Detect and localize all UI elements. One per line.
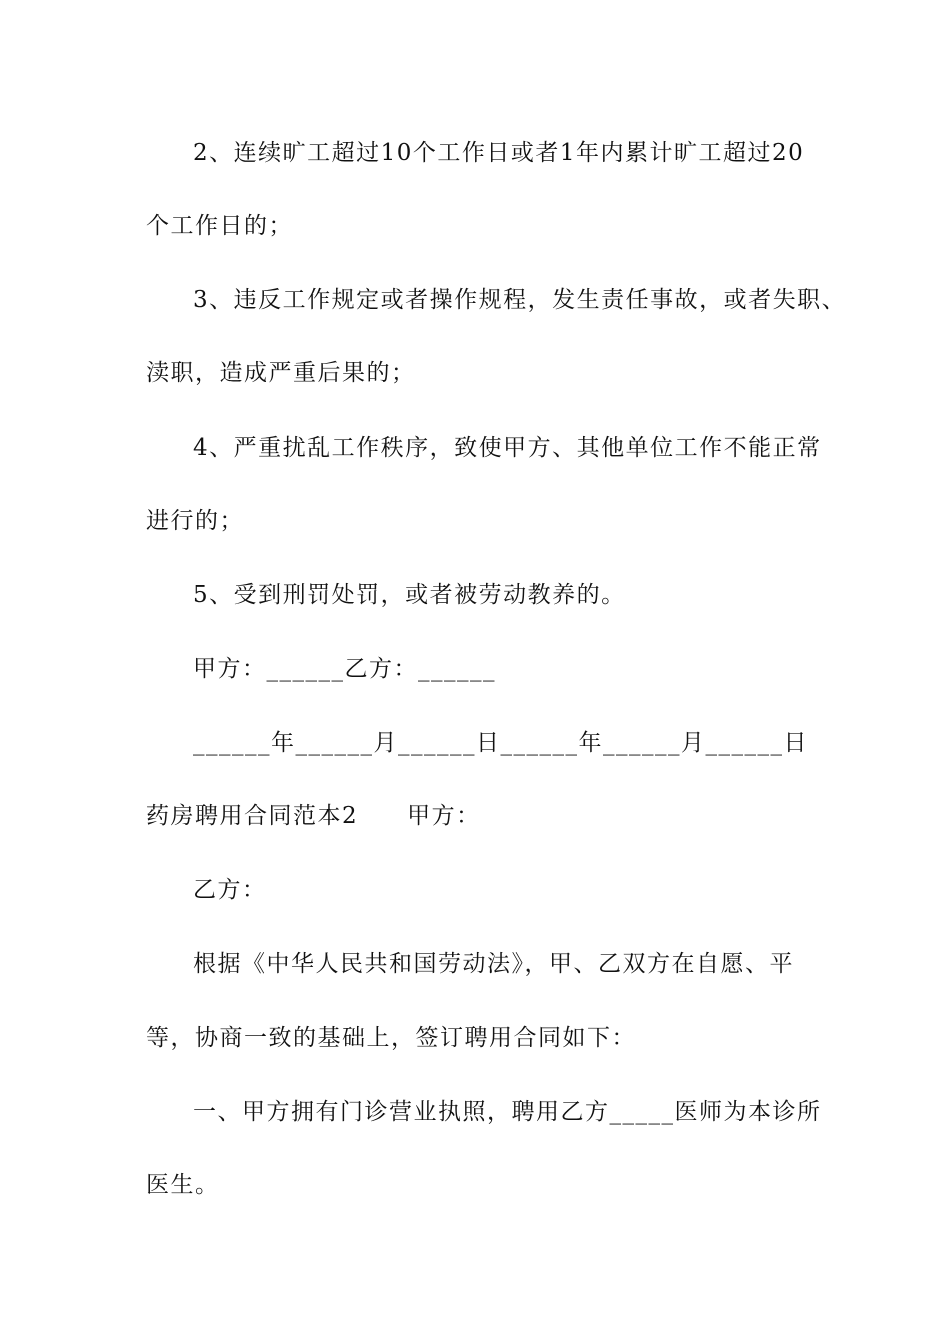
article-1-line-1: 一、甲方拥有门诊营业执照，聘用乙方_____医师为本诊所 (193, 1099, 822, 1125)
article-1-line-2: 医生。 (146, 1172, 220, 1198)
party-b-line: 乙方： (193, 877, 267, 903)
clause-3-line-2: 渎职，造成严重后果的； (146, 360, 416, 386)
clause-4-line-2: 进行的； (146, 508, 244, 534)
contract-title-line: 药房聘用合同范本2 甲方： (146, 803, 481, 829)
clause-4-line-1: 4、严重扰乱工作秩序，致使甲方、其他单位工作不能正常 (193, 435, 822, 461)
clause-5-line: 5、受到刑罚处罚，或者被劳动教养的。 (193, 582, 626, 608)
clause-2-line-2: 个工作日的； (146, 213, 293, 239)
preamble-line-1: 根据《中华人民共和国劳动法》，甲、乙双方在自愿、平 (193, 951, 794, 977)
clause-2-line-1: 2、连续旷工超过10个工作日或者1年内累计旷工超过20 (193, 140, 805, 166)
preamble-line-2: 等，协商一致的基础上，签订聘用合同如下： (146, 1025, 636, 1051)
clause-3-line-1: 3、违反工作规定或者操作规程，发生责任事故，或者失职、 (193, 287, 847, 313)
signature-date-line: ______年______月______日______年______月______日 (193, 730, 808, 756)
signature-parties-line: 甲方：______乙方：______ (193, 656, 496, 682)
